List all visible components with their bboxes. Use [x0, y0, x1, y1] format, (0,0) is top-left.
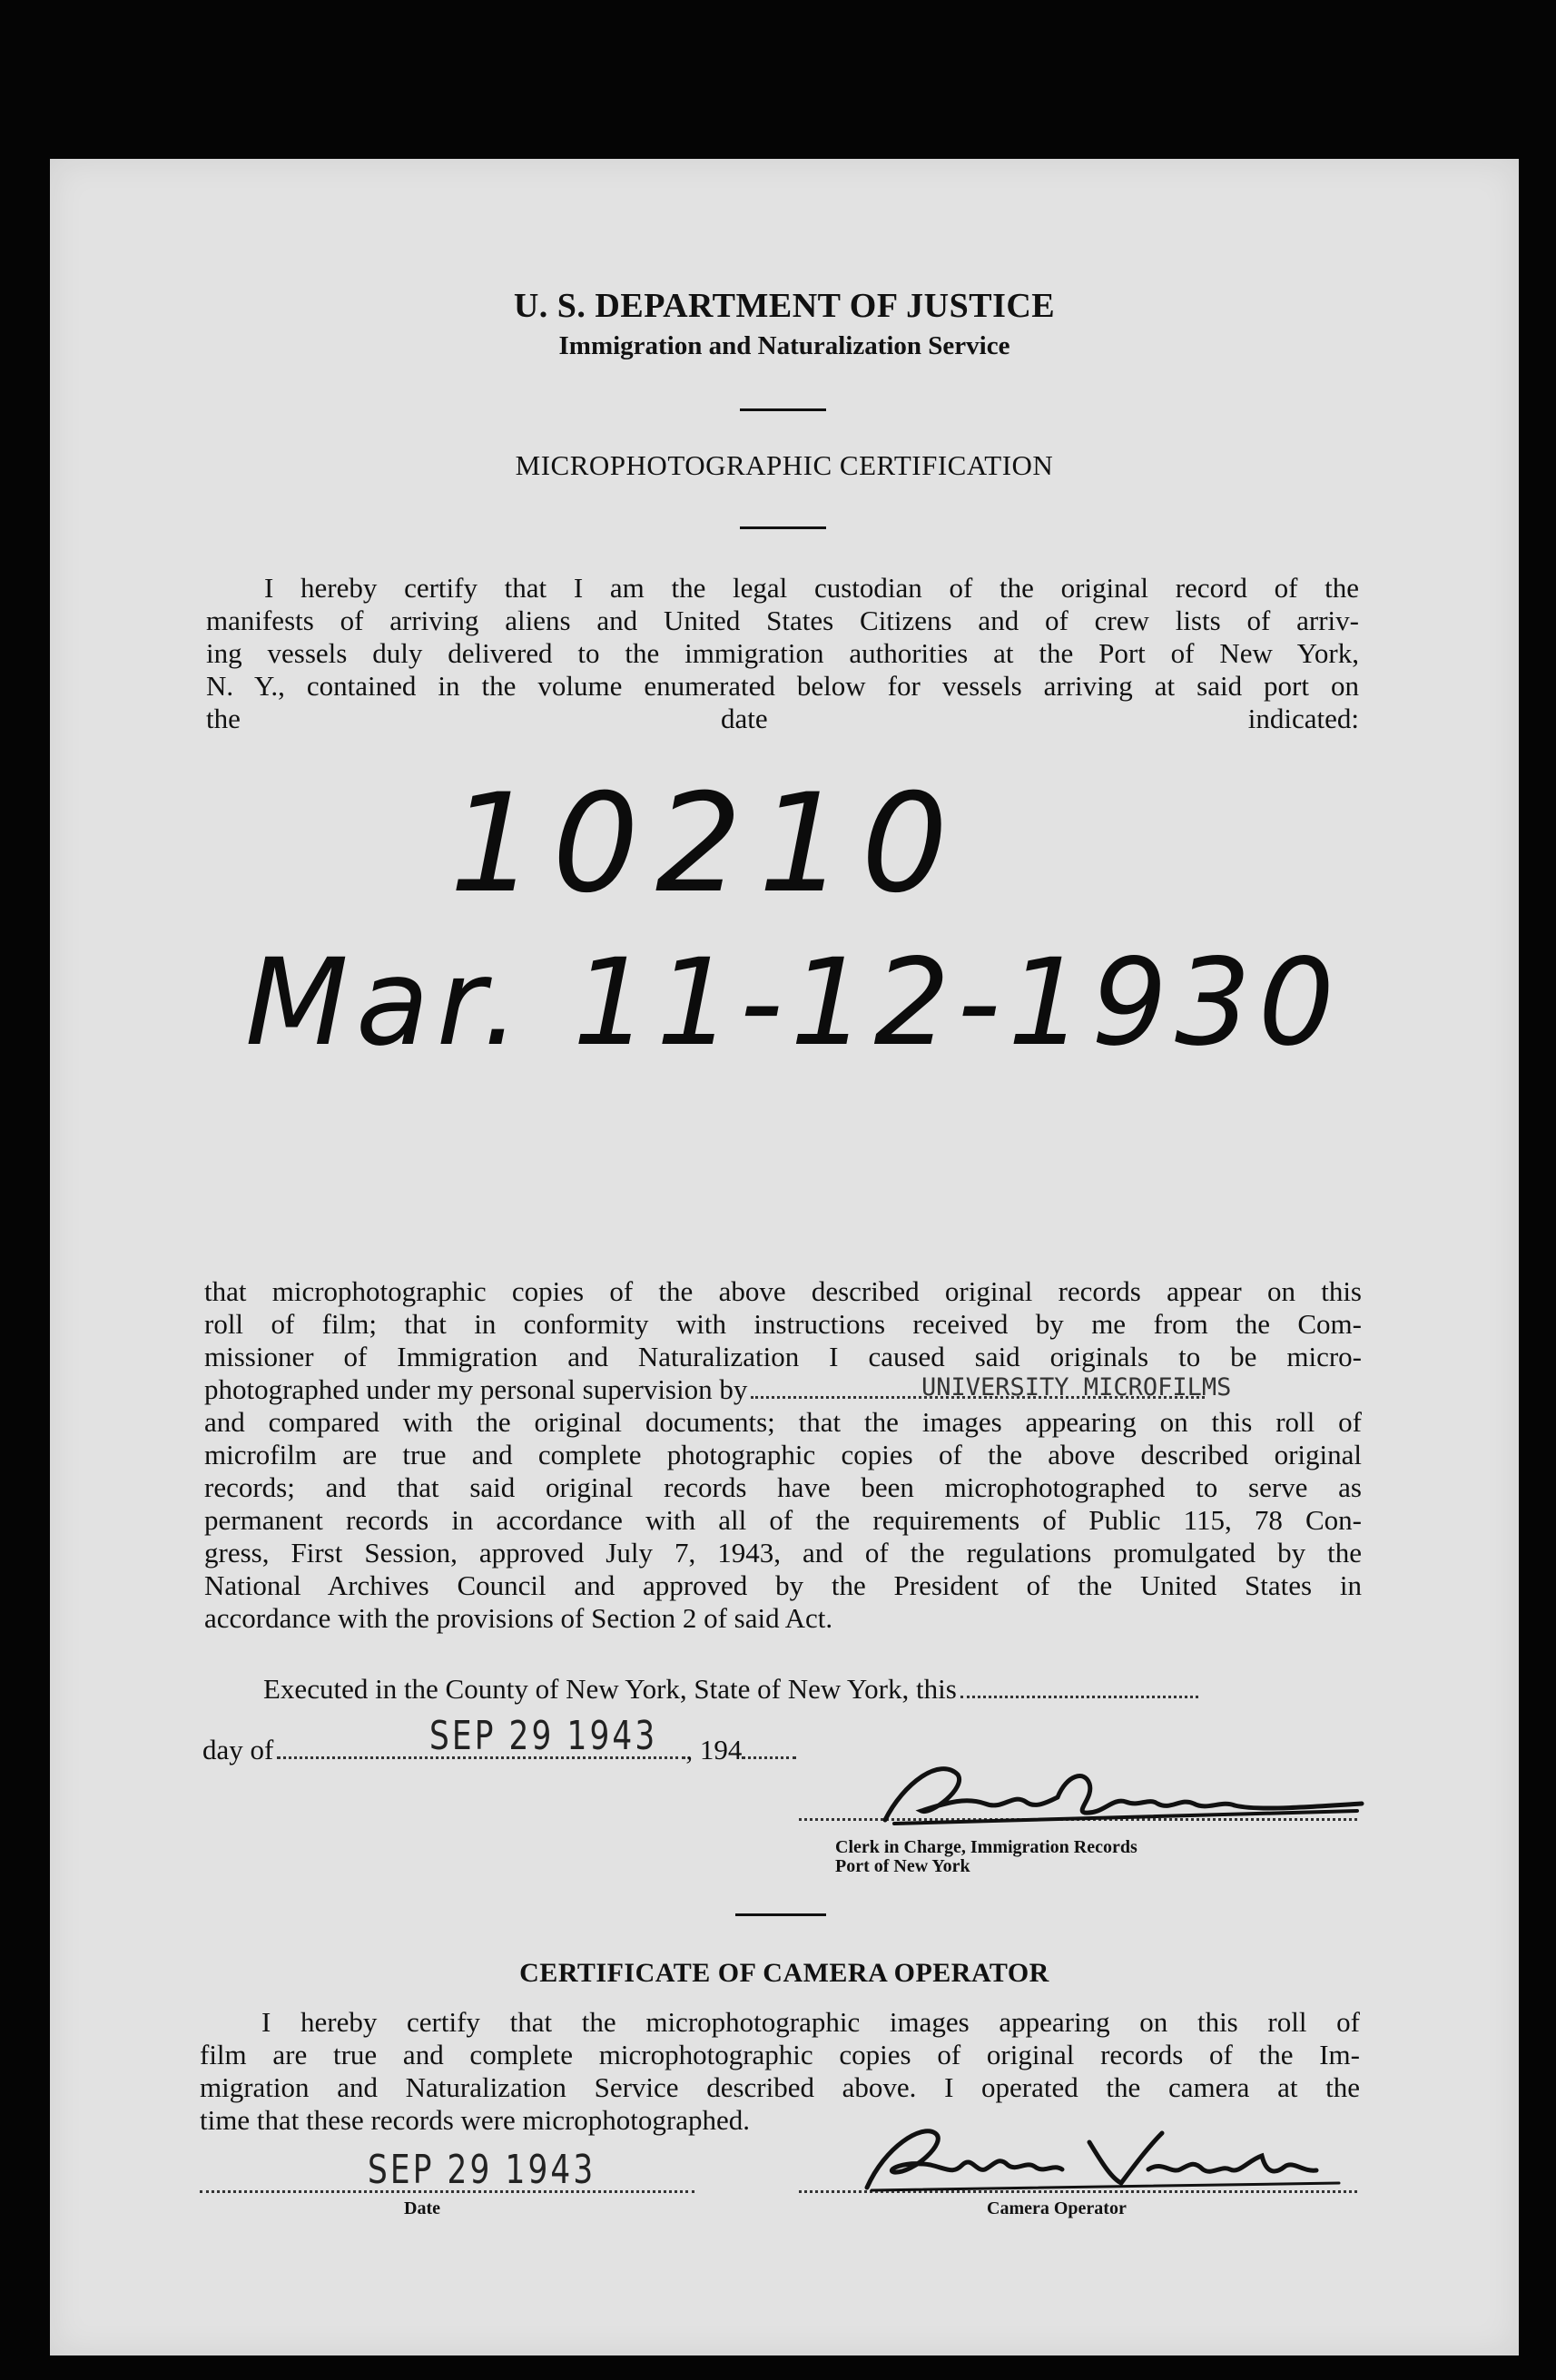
divider	[735, 1913, 826, 1916]
year-prefix: , 194	[685, 1734, 743, 1765]
executed-date-stamp: SEP 29 1943	[429, 1713, 658, 1759]
certificate-page	[50, 159, 1519, 2355]
microfilm-company-stamp: UNIVERSITY MICROFILMS	[921, 1373, 1232, 1401]
date-label: Date	[404, 2198, 440, 2218]
clerk-signature	[867, 1747, 1375, 1838]
certification-title: MICROPHOTOGRAPHIC CERTIFICATION	[515, 449, 1054, 481]
divider	[740, 408, 826, 411]
service-subtitle: Immigration and Naturalization Service	[558, 331, 1010, 360]
body-line: that microphotographic copies of the above described original records appear on this	[204, 1275, 1362, 1307]
intro-line: ing vessels duly delivered to the immigration authorities at the Port of New York,	[206, 637, 1359, 669]
body-line: roll of film; that in conformity with instructions received by me from the Com-	[204, 1308, 1362, 1340]
clerk-title: Clerk in Charge, Immigration Records	[835, 1837, 1137, 1857]
body-line: gress, First Session, approved July 7, 1943, and of the regulations promulgated by the	[204, 1537, 1362, 1569]
camera-paragraph	[200, 2006, 1360, 2137]
camera-line: time that these records were microphotographed.	[200, 2104, 750, 2136]
body-line: missioner of Immigration and Naturalization I caused said originals to be micro-	[204, 1341, 1362, 1372]
camera-line: film are true and complete microphotographic copies of original records of the Im-	[200, 2039, 1360, 2070]
intro-line: manifests of arriving aliens and United States Citizens and of crew lists of arriv-	[206, 605, 1359, 636]
camera-date-stamp: SEP 29 1943	[368, 2147, 596, 2193]
intro-paragraph	[206, 572, 1359, 735]
body-line: records; and that said original records have been microphotographed to serve as	[204, 1471, 1362, 1503]
camera-line: I hereby certify that the microphotographic images appearing on this roll of	[261, 2006, 1360, 2038]
operator-label: Camera Operator	[987, 2198, 1127, 2218]
body-paragraph	[204, 1275, 1362, 1635]
camera-line: migration and Naturalization Service described above. I operated the camera at the	[200, 2071, 1360, 2103]
intro-line: I hereby certify that I am the legal custodian of the original record of the	[264, 572, 1359, 604]
day-of-label: day of	[202, 1734, 274, 1765]
body-line: National Archives Council and approved by the President of the United States in	[204, 1569, 1362, 1601]
handwritten-date-range: Mar. 11-12-1930	[245, 933, 1342, 1073]
executed-line	[263, 1673, 1198, 1706]
supervision-text: photographed under my personal supervision by	[204, 1373, 748, 1405]
year-blank	[742, 1735, 796, 1759]
executed-text: Executed in the County of New York, State of New York, this	[263, 1673, 957, 1705]
clerk-port: Port of New York	[835, 1856, 970, 1876]
body-line: and compared with the original documents; that the images appearing on this roll of	[204, 1406, 1362, 1438]
handwritten-volume-number: 10210	[449, 765, 965, 923]
camera-certificate-heading: CERTIFICATE OF CAMERA OPERATOR	[519, 1958, 1049, 1988]
intro-line: N. Y., contained in the volume enumerated below for vessels arriving at said port on	[206, 670, 1359, 702]
divider	[740, 526, 826, 529]
body-line: permanent records in accordance with all of the requirements of Public 115, 78 Con-	[204, 1504, 1362, 1536]
department-title: U. S. DEPARTMENT OF JUSTICE	[513, 287, 1056, 325]
body-line: accordance with the provisions of Section 2 of said Act.	[204, 1602, 833, 1634]
intro-line: the date indicated:	[206, 703, 1359, 734]
camera-operator-signature	[849, 2119, 1357, 2201]
executed-blank	[960, 1674, 1198, 1698]
body-line: microfilm are true and complete photographic copies of the above described original	[204, 1439, 1362, 1470]
